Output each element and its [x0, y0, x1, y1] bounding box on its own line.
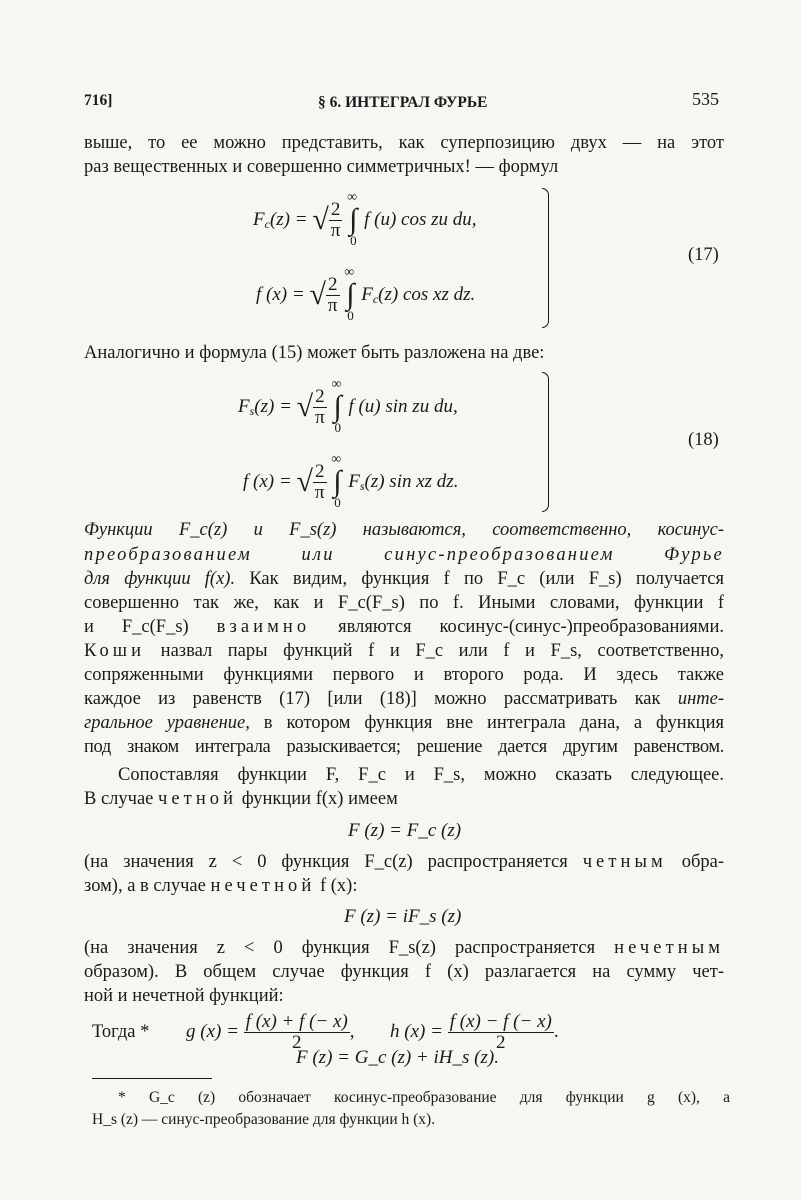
eq18-label: (18) [688, 430, 719, 450]
sqrt-sign: √ [296, 390, 314, 424]
eq-gh: g (x) = $\frac{f (x) + f (- x)}{2}$ , h (x) = $\frac{f (x) - f (- x)}{2}$ . [186, 1011, 559, 1053]
para2-line-7: ной и нечетной функций: [84, 986, 284, 1006]
para1-line-1: Функции F_c(z) и F_s(z) называются, соответственно, косинус- [84, 520, 724, 540]
footnote-rule [92, 1078, 212, 1079]
para2-line-1: Сопоставляя функции F, F_c и F_s, можно сказать следующее. [118, 765, 724, 785]
page-number: 535 [692, 89, 719, 109]
eq18-line-2: f (x) = √ $\frac{2}{\pi}$ ∫ ∞ 0 $F_s(z)$ sin xz dz. [243, 452, 459, 511]
sqrt-sign: √ [312, 203, 329, 237]
eq18-line-1: $F_s(z)$ = √ $\frac{2}{\pi}$ ∫ ∞ 0 f (u) sin zu du, [238, 377, 458, 436]
then-label: Тогда * [92, 1022, 150, 1042]
intro-line-2: раз вещественных и совершенно симметричных! — формул [84, 157, 559, 177]
eq-odd: F (z) = iF_s (z) [344, 906, 462, 927]
para2-line-5: (на значения z < 0 функция F_s(z) распространяется нечетным [84, 938, 724, 958]
para1-line-2: преобразованием или синус-преобразованием Фурье [84, 545, 724, 565]
integral-sign: ∫ ∞ 0 [331, 452, 342, 511]
para2-line-2: В случае четной функции f(x) имеем [84, 789, 398, 809]
para2-line-6: образом). В общем случае функция f (x) разлагается на сумму чет- [84, 962, 724, 982]
para1-line-4: совершенно так же, как и F_c(F_s) по f. Иными словами, функции f [84, 593, 724, 613]
para1-line-8: каждое из равенств (17) [или (18)] можно рассматривать как инте- [84, 689, 724, 709]
eq18-brace [542, 372, 549, 512]
footnote-line-1: * G_c (z) обозначает косинус-преобразование для функции g (x), а [118, 1089, 730, 1106]
page-section-number: 716] [84, 92, 113, 109]
eq17-line-2: f (x) = √ $\frac{2}{\pi}$ ∫ ∞ 0 $F_c(z)$ cos xz dz. [256, 265, 476, 324]
para1-line-6: Коши назвал пары функций f и F_c или f и F_s, соответственно, [84, 641, 724, 661]
eq-final: F (z) = G_c (z) + iH_s (z). [296, 1047, 499, 1068]
eq-even: F (z) = F_c (z) [348, 820, 462, 841]
para1-line-3: для функции f(x). Как видим, функция f по F_c (или F_s) получается [84, 569, 724, 589]
para2-line-4: зом), а в случае нечетной f (x): [84, 876, 358, 896]
sqrt-sign: √ [296, 465, 313, 499]
eq17-label: (17) [688, 245, 719, 265]
para1-line-5: и F_c(F_s) взаимно являются косинус-(синус-)преобразованиями. [84, 617, 724, 637]
intro-line-1: выше, то ее можно представить, как суперпозицию двух — на этот [84, 133, 724, 153]
integral-sign: ∫ ∞ 0 [331, 377, 342, 436]
para1-line-7: сопряженными функциями первого и второго рода. И здесь также [84, 665, 724, 685]
integral-sign: ∫ ∞ 0 [347, 190, 358, 249]
eq17-brace [542, 188, 549, 328]
sqrt-sign: √ [309, 278, 326, 312]
para1-line-10: под знаком интеграла разыскивается; решение дается другим равенством. [84, 737, 724, 757]
footnote-line-2: H_s (z) — синус-преобразование для функции h (x). [92, 1111, 436, 1128]
integral-sign: ∫ ∞ 0 [344, 265, 355, 324]
eq17-line-1: $F_c(z)$ = √ $\frac{2}{\pi}$ ∫ ∞ 0 f (u) cos zu du, [253, 190, 477, 249]
mid-line: Аналогично и формула (15) может быть разложена на две: [84, 343, 545, 363]
para1-line-9: гральное уравнение, в котором функция вне интеграла дана, а функция [84, 713, 724, 733]
para2-line-3: (на значения z < 0 функция F_c(z) распространяется четным обра- [84, 852, 724, 872]
running-header-title: § 6. ИНТЕГРАЛ ФУРЬЕ [318, 94, 488, 111]
